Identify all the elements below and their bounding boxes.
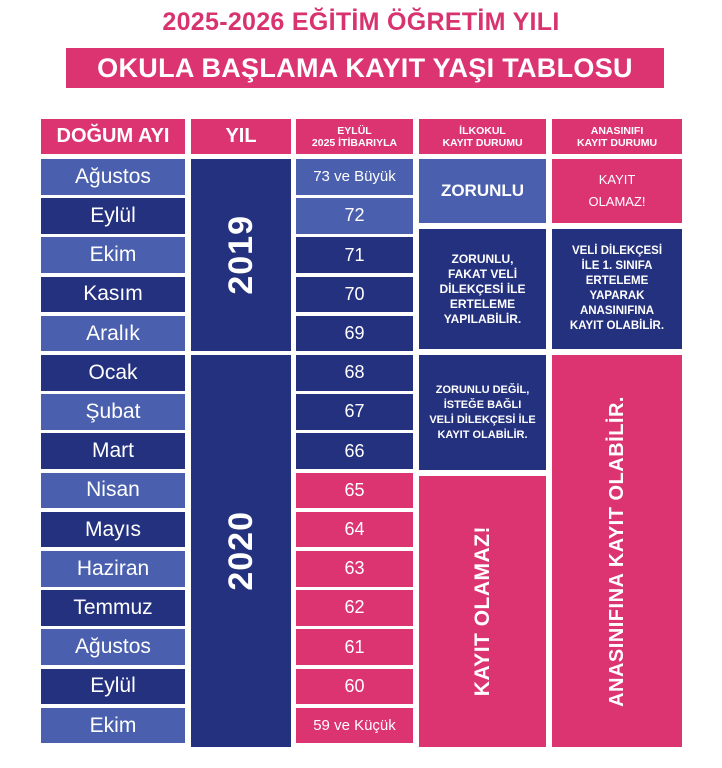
preschool-can-register [552, 355, 682, 747]
month-cell: Haziran [41, 551, 185, 587]
preschool-petition-line: İLE 1. SINIFA [581, 260, 653, 272]
primary-petition-line: DİLEKÇESİ İLE [439, 281, 526, 296]
header-age-line-2: 2025 İTİBARIYLA [311, 136, 398, 149]
month-cell: Ocak [41, 355, 185, 391]
month-cell: Ağustos [41, 629, 185, 665]
preschool-petition-line: VELİ DİLEKÇESİ [571, 245, 663, 257]
primary-cannot-text: KAYIT OLAMAZ! [470, 526, 494, 697]
header-primary-line-2: KAYIT DURUMU [442, 136, 523, 149]
preschool-cannot-register [552, 159, 682, 223]
primary-petition-line: FAKAT VELİ [447, 266, 518, 281]
month-cell: Mayıs [41, 512, 185, 548]
age-cell: 61 [296, 629, 413, 665]
primary-petition-line: YAPILABİLİR. [443, 311, 522, 326]
age-cell: 63 [296, 551, 413, 587]
year-2020-cell [191, 355, 291, 747]
month-cell: Mart [41, 433, 185, 469]
preschool-can-text: ANASINIFINA KAYIT OLABİLİR. [605, 395, 628, 707]
age-cell: 65 [296, 473, 413, 509]
header-preschool-status [552, 119, 682, 154]
age-cell: 69 [296, 316, 413, 352]
primary-petition-line: ERTELEME [449, 296, 516, 311]
header-primary-status [419, 119, 546, 154]
month-cell: Ekim [41, 237, 185, 273]
age-cell: 64 [296, 512, 413, 548]
primary-cannot-register [419, 476, 546, 747]
header-age-line-1: EYLÜL [337, 124, 372, 137]
age-cell: 71 [296, 237, 413, 273]
preschool-petition-line: YAPARAK [589, 290, 645, 302]
preschool-cannot-line-2: OLAMAZ! [588, 194, 646, 209]
month-cell: Kasım [41, 277, 185, 313]
header-birth-month: DOĞUM AYI [41, 119, 185, 154]
month-cell: Eylül [41, 198, 185, 234]
month-cell: Ekim [41, 708, 185, 744]
age-cell: 67 [296, 394, 413, 430]
age-cell: 59 ve Küçük [296, 708, 413, 744]
age-cell: 62 [296, 590, 413, 626]
age-cell: 73 ve Büyük [296, 159, 413, 195]
primary-optional-line: İSTEĞE BAĞLI [443, 398, 522, 411]
primary-optional-line: VELİ DİLEKÇESİ İLE [429, 413, 536, 426]
header-primary-line-1: İLKOKUL [459, 124, 506, 137]
year-2019: 2019 [221, 215, 260, 295]
primary-optional-line: KAYIT OLABİLİR. [437, 428, 528, 441]
month-cell: Temmuz [41, 590, 185, 626]
age-cell: 60 [296, 669, 413, 705]
month-cell: Şubat [41, 394, 185, 430]
preschool-petition-line: ERTELEME [585, 275, 649, 287]
month-cell: Eylül [41, 669, 185, 705]
preschool-petition [552, 229, 682, 349]
primary-optional-line: ZORUNLU DEĞİL, [435, 383, 530, 396]
title-banner: OKULA BAŞLAMA KAYIT YAŞI TABLOSU [66, 48, 664, 88]
primary-petition-line: ZORUNLU, [451, 251, 514, 266]
month-cell: Ağustos [41, 159, 185, 195]
header-preschool-line-1: ANASINIFI [590, 124, 644, 137]
age-cell: 66 [296, 433, 413, 469]
title-line-1: 2025-2026 EĞİTİM ÖĞRETİM YILI [162, 8, 560, 36]
age-cell: 70 [296, 277, 413, 313]
month-cell: Nisan [41, 473, 185, 509]
year-2019-cell [191, 159, 291, 351]
age-cell: 68 [296, 355, 413, 391]
primary-mandatory-petition [419, 229, 546, 349]
header-year: YIL [191, 119, 291, 154]
preschool-cannot-line-1: KAYIT [598, 172, 636, 187]
year-2020: 2020 [221, 511, 260, 591]
preschool-petition-line: ANASINIFINA [579, 305, 655, 317]
header-age [296, 119, 413, 154]
age-cell: 72 [296, 198, 413, 234]
primary-optional [419, 355, 546, 470]
header-preschool-line-2: KAYIT DURUMU [576, 136, 658, 149]
month-cell: Aralık [41, 316, 185, 352]
primary-mandatory: ZORUNLU [419, 159, 546, 223]
preschool-petition-line: KAYIT OLABİLİR. [569, 320, 665, 332]
